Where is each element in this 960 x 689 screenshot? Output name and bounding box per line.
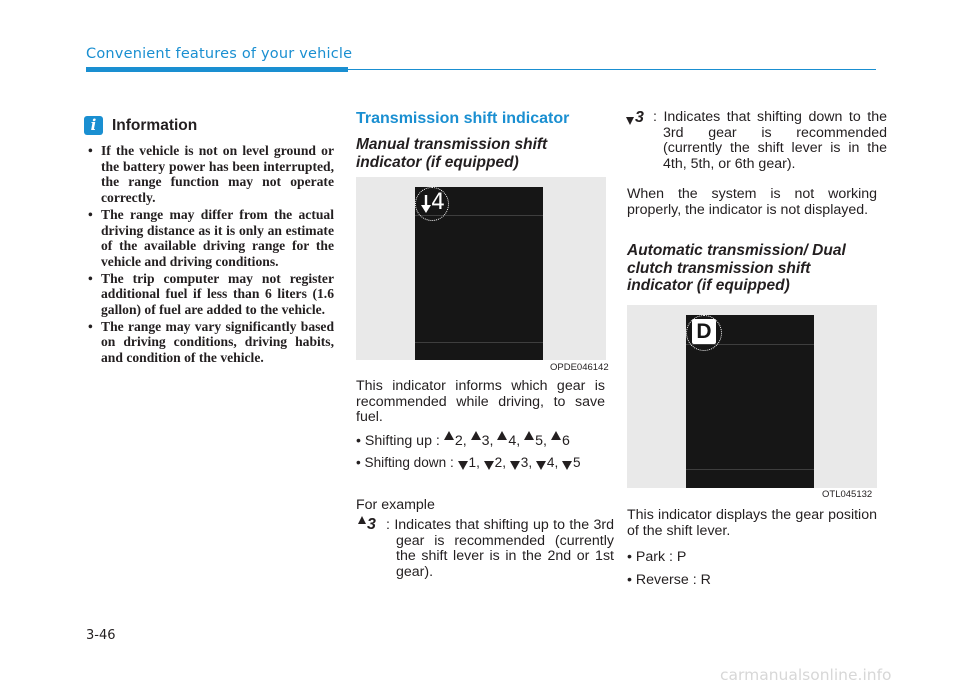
shift-down-icon (458, 461, 468, 470)
gear-indicator-badge (686, 315, 722, 351)
manual-intro-text: This indicator informs which gear is recommended while driving, to save fuel. (356, 378, 605, 425)
shift-down-icon (510, 461, 520, 470)
info-title: Information (112, 117, 198, 134)
automatic-intro-text: This indicator displays the gear position of the shift lever. (627, 507, 877, 539)
header-rule (348, 69, 876, 70)
shift-down-line: • Shifting down : 1, 2, 3, 4, 5 (356, 455, 581, 470)
automatic-subtitle: Automatic transmission/ Dual clutch transmission shift indicator (if equipped) (627, 242, 846, 294)
screen-line (686, 469, 814, 470)
gear-letter: D (692, 319, 716, 344)
arrow-down-icon (421, 194, 431, 214)
shift-down-icon (536, 461, 546, 470)
shift-down-label: Shifting down : (364, 455, 454, 470)
example-down-symbol: 3 (626, 109, 644, 127)
manual-subtitle: Manual transmission shift indicator (if equipped) (356, 136, 548, 171)
figure-code: OPDE046142 (550, 362, 609, 373)
list-item: • The trip computer may not register additional fuel if less than 6 liters (1.6 gallon) of fuel are added to the vehicle. (86, 271, 334, 318)
not-working-text: When the system is not working properly, the indicator is not displayed. (627, 186, 877, 218)
watermark: carmanualsonline.info (720, 666, 892, 684)
page-number: 3-46 (86, 628, 116, 643)
cluster-screen (415, 187, 543, 360)
example-label: For example (356, 497, 435, 513)
screen-line (415, 342, 543, 343)
shift-up-icon (444, 431, 454, 440)
info-list (86, 143, 334, 367)
example-up-symbol: 3 (358, 516, 376, 534)
list-item: • If the vehicle is not on level ground or the battery power has been interrupted, the range function may not operate correctly. (86, 143, 334, 206)
cluster-screen (686, 315, 814, 488)
shift-up-line: • Shifting up : 2, 3, 4, 5, 6 (356, 433, 570, 449)
gear-number: 4 (431, 190, 445, 215)
shift-up-label: Shifting up : (364, 433, 440, 449)
shift-up-icon (358, 516, 366, 524)
list-item: • The range may differ from the actual driving distance as it is only an estimate of the available driving range for the vehicle and driving conditions. (86, 207, 334, 270)
info-icon: i (84, 116, 103, 135)
shift-down-icon (626, 117, 634, 125)
list-item: • Park : P (627, 549, 687, 565)
example-down-text: : Indicates that shifting down to the 3rd gear is recommended (currently the shift lever is in the 4th, 5th, or 6th gear). (653, 109, 887, 172)
shift-down-icon (484, 461, 494, 470)
shift-up-icon (471, 431, 481, 440)
gear-indicator-badge (415, 187, 449, 221)
list-item: • Reverse : R (627, 572, 711, 588)
header-accent-bar (86, 67, 348, 72)
example-up-text: : Indicates that shifting up to the 3rd gear is recommended (currently the shift lever is in the 2nd or 1st gear). (386, 517, 614, 580)
shift-down-icon (562, 461, 572, 470)
manual-cluster-figure (356, 177, 606, 360)
section-title: Transmission shift indicator (356, 110, 570, 127)
section-header-title: Convenient features of your vehicle (86, 46, 353, 62)
automatic-cluster-figure (627, 305, 877, 488)
shift-up-icon (497, 431, 507, 440)
list-item: • The range may vary significantly based on driving conditions, driving habits, and condition of the vehicle. (86, 319, 334, 366)
shift-up-icon (551, 431, 561, 440)
figure-code: OTL045132 (822, 489, 873, 500)
shift-up-icon (524, 431, 534, 440)
